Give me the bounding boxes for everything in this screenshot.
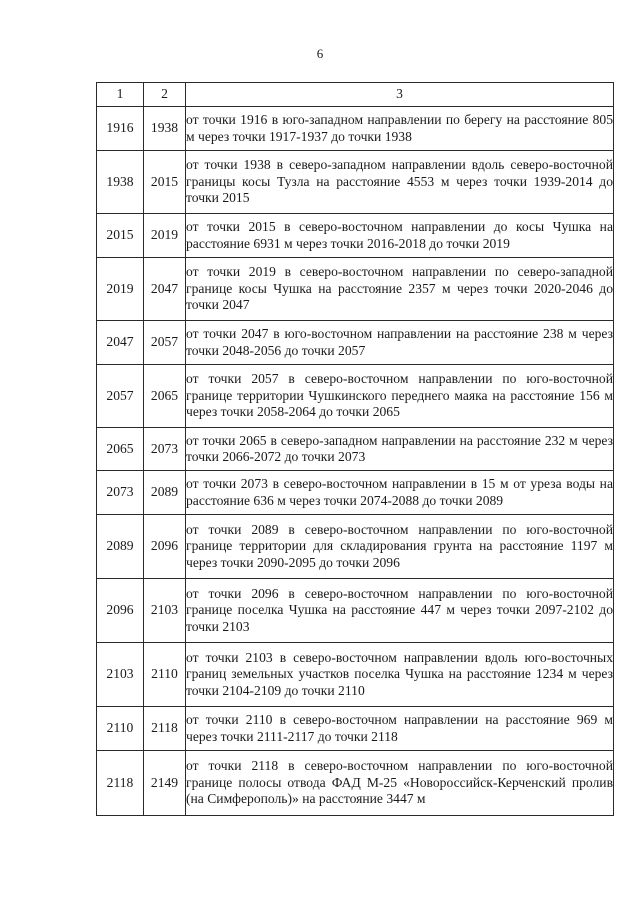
table-row bbox=[97, 107, 614, 151]
to-point: 2103 bbox=[144, 579, 186, 643]
boundary-description: от точки 2047 в юго-восточном направлении на расстояние 238 м через точки 2048-2056 до точки 2057 bbox=[186, 321, 614, 365]
from-point: 2047 bbox=[97, 321, 144, 365]
to-point: 2110 bbox=[144, 643, 186, 707]
from-point: 1916 bbox=[97, 107, 144, 151]
boundary-description: от точки 2057 в северо-восточном направлении по юго-восточной границе территории Чушкинского переднего маяка на расстояние 156 м через точки 2058-2064 до точки 2065 bbox=[186, 365, 614, 428]
to-point: 2057 bbox=[144, 321, 186, 365]
table-row bbox=[97, 365, 614, 428]
table-row bbox=[97, 428, 614, 471]
to-point: 2019 bbox=[144, 214, 186, 258]
table-row bbox=[97, 151, 614, 214]
table-row bbox=[97, 643, 614, 707]
boundary-description-table bbox=[96, 82, 614, 816]
boundary-description: от точки 2065 в северо-западном направлении на расстояние 232 м через точки 2066-2072 до точки 2073 bbox=[186, 428, 614, 471]
from-point: 2110 bbox=[97, 707, 144, 751]
to-point: 2118 bbox=[144, 707, 186, 751]
table-row bbox=[97, 214, 614, 258]
boundary-description: от точки 2096 в северо-восточном направлении по юго-восточной границе поселка Чушка на расстояние 447 м через точки 2097-2102 до точки 2103 bbox=[186, 579, 614, 643]
to-point: 2065 bbox=[144, 365, 186, 428]
boundary-description: от точки 2110 в северо-восточном направлении на расстояние 969 м через точки 2111-2117 до точки 2118 bbox=[186, 707, 614, 751]
from-point: 2057 bbox=[97, 365, 144, 428]
from-point: 1938 bbox=[97, 151, 144, 214]
to-point: 2096 bbox=[144, 515, 186, 579]
to-point: 2089 bbox=[144, 471, 186, 515]
table-row bbox=[97, 751, 614, 816]
boundary-description: от точки 2015 в северо-восточном направлении до косы Чушка на расстояние 6931 м через точки 2016-2018 до точки 2019 bbox=[186, 214, 614, 258]
from-point: 2019 bbox=[97, 258, 144, 321]
to-point: 2047 bbox=[144, 258, 186, 321]
boundary-description: от точки 2103 в северо-восточном направлении вдоль юго-восточных границ земельных участков поселка Чушка на расстояние 1234 м через точки 2104-2109 до точки 2110 bbox=[186, 643, 614, 707]
boundary-description: от точки 2019 в северо-восточном направлении по северо-западной границе косы Чушка на расстояние 2357 м через точки 2020-2046 до точки 2047 bbox=[186, 258, 614, 321]
to-point: 2149 bbox=[144, 751, 186, 816]
boundary-description: от точки 2073 в северо-восточном направлении в 15 м от уреза воды на расстояние 636 м через точки 2074-2088 до точки 2089 bbox=[186, 471, 614, 515]
table-header-row bbox=[97, 83, 614, 107]
boundary-description: от точки 2118 в северо-восточном направлении по юго-восточной границе полосы отвода ФАД М-25 «Новороссийск-Керченский пролив (на Симферополь)» на расстояние 3447 м bbox=[186, 751, 614, 816]
table-row bbox=[97, 471, 614, 515]
column-header-2: 2 bbox=[144, 83, 186, 107]
from-point: 2015 bbox=[97, 214, 144, 258]
column-header-3: 3 bbox=[186, 83, 614, 107]
from-point: 2103 bbox=[97, 643, 144, 707]
table-row bbox=[97, 579, 614, 643]
from-point: 2118 bbox=[97, 751, 144, 816]
table-row bbox=[97, 258, 614, 321]
from-point: 2073 bbox=[97, 471, 144, 515]
from-point: 2089 bbox=[97, 515, 144, 579]
from-point: 2096 bbox=[97, 579, 144, 643]
boundary-description: от точки 1938 в северо-западном направлении вдоль северо-восточной границы косы Тузла на расстояние 4553 м через точки 1939-2014 до точки 2015 bbox=[186, 151, 614, 214]
to-point: 1938 bbox=[144, 107, 186, 151]
to-point: 2073 bbox=[144, 428, 186, 471]
column-header-1: 1 bbox=[97, 83, 144, 107]
to-point: 2015 bbox=[144, 151, 186, 214]
boundary-description: от точки 2089 в северо-восточном направлении по юго-восточной границе территории для складирования грунта на расстояние 1197 м через точки 2090-2095 до точки 2096 bbox=[186, 515, 614, 579]
from-point: 2065 bbox=[97, 428, 144, 471]
table-row bbox=[97, 515, 614, 579]
table-row bbox=[97, 707, 614, 751]
boundary-description: от точки 1916 в юго-западном направлении по берегу на расстояние 805 м через точки 1917-1937 до точки 1938 bbox=[186, 107, 614, 151]
table-row bbox=[97, 321, 614, 365]
page-number: 6 bbox=[316, 46, 324, 61]
